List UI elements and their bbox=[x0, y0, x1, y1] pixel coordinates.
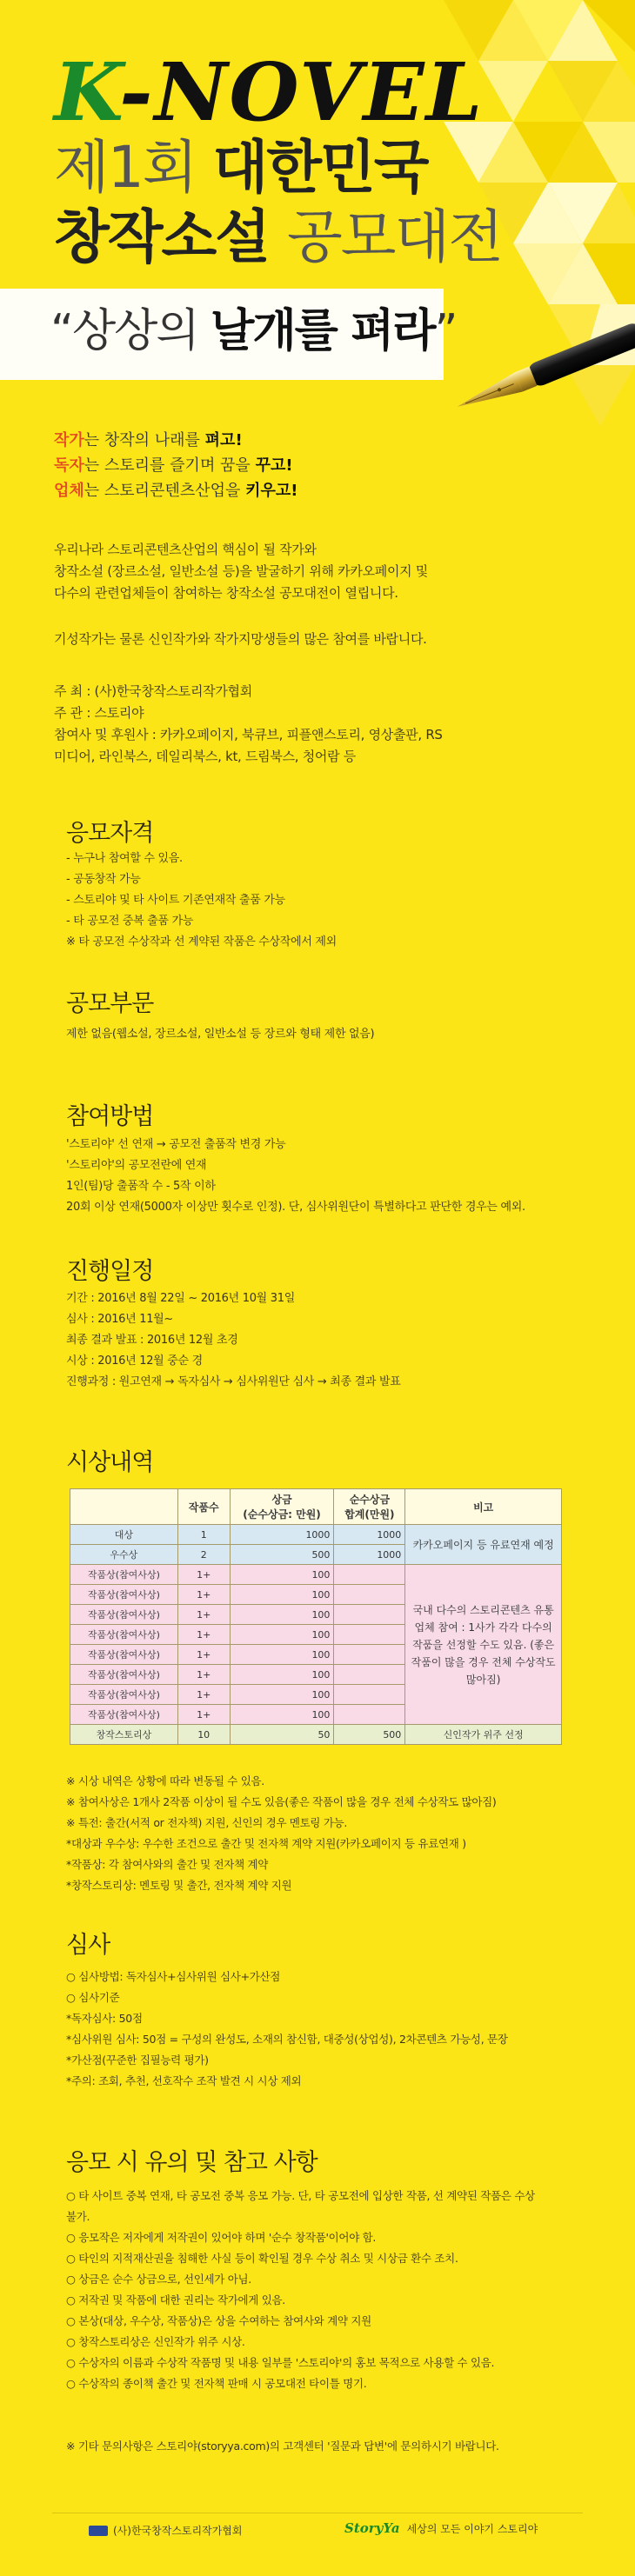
cell-prize: 100 bbox=[230, 1565, 334, 1585]
cell-name: 작품상(참여사상) bbox=[70, 1665, 178, 1685]
section-title-awards: 시상내역 bbox=[66, 1449, 154, 1476]
list-item: ○ 타 사이트 중복 연재, 타 공모전 중복 응모 가능. 단, 타 공모전에 입상한 작품, 선 계약된 작품은 수상 bbox=[66, 2189, 535, 2202]
cell-total bbox=[334, 1625, 405, 1645]
table-header: 상금 (순수상금: 만원) bbox=[230, 1489, 334, 1525]
cell-prize: 100 bbox=[230, 1645, 334, 1665]
cell-prize: 100 bbox=[230, 1585, 334, 1605]
cell-count: 1+ bbox=[177, 1565, 230, 1585]
cell-total: 1000 bbox=[334, 1525, 405, 1545]
list-item: - 스토리야 및 타 사이트 기존연재작 출품 가능 bbox=[66, 894, 285, 907]
organizer-line: 주 관 : 스토리야 bbox=[54, 705, 144, 721]
cell-name: 창작스토리상 bbox=[70, 1725, 178, 1745]
cell-prize: 100 bbox=[230, 1705, 334, 1725]
cell-name: 작품상(참여사상) bbox=[70, 1585, 178, 1605]
cell-total: 1000 bbox=[334, 1545, 405, 1565]
cell-total bbox=[334, 1705, 405, 1725]
page-title-line2: 창작소설 공모대전 bbox=[54, 203, 503, 270]
cell-name: 작품상(참여사상) bbox=[70, 1685, 178, 1705]
cell-count: 2 bbox=[177, 1545, 230, 1565]
slogan-text: “상상의 날개를 펴라” bbox=[50, 305, 457, 357]
judging-list bbox=[66, 1967, 508, 2092]
list-item: '스토리야'의 공모전란에 연재 bbox=[66, 1159, 207, 1172]
cell-note: 카카오페이지 등 유료연재 예정 bbox=[405, 1525, 562, 1565]
cell-count: 1+ bbox=[177, 1605, 230, 1625]
cell-prize: 50 bbox=[230, 1725, 334, 1745]
list-item: 심사 : 2016년 11월~ bbox=[66, 1313, 174, 1326]
cell-total bbox=[334, 1605, 405, 1625]
intro-line: 우리나라 스토리콘텐츠산업의 핵심이 될 작가와 bbox=[54, 542, 317, 557]
cell-prize: 500 bbox=[230, 1545, 334, 1565]
footnote: ※ 참여사상은 1개사 2작품 이상이 될 수도 있음(좋은 작품이 많을 경우 전체 수상작도 많아짐) bbox=[66, 1795, 497, 1808]
cell-total bbox=[334, 1645, 405, 1665]
list-item: ○ 본상(대상, 우수상, 작품상)은 상을 수여하는 참여사와 계약 지원 bbox=[66, 2314, 371, 2327]
list-item: - 타 공모전 중복 출품 가능 bbox=[66, 915, 194, 928]
footnote: ※ 시상 내역은 상황에 따라 변동될 수 있음. bbox=[66, 1774, 264, 1787]
category-text: 제한 없음(웹소설, 장르소설, 일반소설 등 장르와 형태 제한 없음) bbox=[66, 1028, 375, 1041]
list-item: - 누구나 참여할 수 있음. bbox=[66, 852, 183, 865]
awards-footnotes bbox=[66, 1771, 497, 1896]
sponsor-line: 참여사 및 후원사 : 카카오페이지, 북큐브, 피플앤스토리, 영상출판, RS bbox=[54, 727, 443, 742]
cell-name: 작품상(참여사상) bbox=[70, 1645, 178, 1665]
cell-count: 1+ bbox=[177, 1685, 230, 1705]
cell-count: 1+ bbox=[177, 1665, 230, 1685]
tagline bbox=[54, 428, 297, 503]
tagline-row: 작가는 창작의 나래를 펴고! bbox=[54, 431, 243, 449]
contact-note: ※ 기타 문의사항은 스토리야(storyya.com)의 고객센터 '질문과 답변'에 문의하시기 바랍니다. bbox=[66, 2440, 499, 2453]
cell-total bbox=[334, 1685, 405, 1705]
list-item: ○ 심사방법: 독자심사+심사위원 심사+가산점 bbox=[66, 1970, 281, 1983]
intro-line: 창작소설 (장르소설, 일반소설 등)을 발굴하기 위해 카카오페이지 및 bbox=[54, 563, 428, 579]
cell-count: 10 bbox=[177, 1725, 230, 1745]
cell-prize: 100 bbox=[230, 1605, 334, 1625]
list-item: 최종 결과 발표 : 2016년 12월 초경 bbox=[66, 1334, 238, 1347]
association-name: (사)한국창작스토리작가협회 bbox=[113, 2525, 243, 2537]
cell-name: 작품상(참여사상) bbox=[70, 1705, 178, 1725]
page-title-line1: 제1회 대한민국 bbox=[54, 134, 428, 201]
footer-left-logo bbox=[89, 2523, 242, 2538]
section-title-eligibility: 응모자격 bbox=[66, 820, 154, 847]
table-header: 순수상금 합계(만원) bbox=[334, 1489, 405, 1525]
list-item: ○ 창작스토리상은 신인작가 위주 시상. bbox=[66, 2335, 245, 2348]
cell-note: 국내 다수의 스토리콘텐츠 유통업체 참여 : 1사가 각각 다수의 작품을 선정할 수도 있음. (좋은 작품이 많을 경우 전체 수상작도 많아짐) bbox=[405, 1565, 562, 1725]
footnote: *창작스토리상: 멘토링 및 출간, 전자책 계약 지원 bbox=[66, 1879, 292, 1892]
fountain-pen-icon bbox=[435, 313, 635, 443]
association-logo-icon bbox=[89, 2526, 108, 2536]
section-title-schedule: 진행일정 bbox=[66, 1258, 154, 1285]
section-title-category: 공모부문 bbox=[66, 990, 154, 1017]
list-item: 기간 : 2016년 8월 22일 ~ 2016년 10월 31일 bbox=[66, 1292, 295, 1305]
list-item: 시상 : 2016년 12월 중순 경 bbox=[66, 1355, 203, 1368]
footnote: *대상과 우수상: 우수한 조건으로 출간 및 전자책 계약 지원(카카오페이지 등 유료연재 ) bbox=[66, 1837, 466, 1850]
cell-count: 1+ bbox=[177, 1625, 230, 1645]
cell-name: 작품상(참여사상) bbox=[70, 1565, 178, 1585]
organizer-info bbox=[54, 681, 443, 768]
intro-paragraph bbox=[54, 539, 428, 604]
cell-prize: 100 bbox=[230, 1625, 334, 1645]
list-item: ○ 타인의 지적재산권을 침해한 사실 등이 확인될 경우 수상 취소 및 시상금 환수 조치. bbox=[66, 2252, 458, 2265]
cell-name: 작품상(참여사상) bbox=[70, 1625, 178, 1645]
cell-count: 1+ bbox=[177, 1705, 230, 1725]
list-item: *가산점(꾸준한 집필능력 평가) bbox=[66, 2053, 209, 2067]
cell-prize: 1000 bbox=[230, 1525, 334, 1545]
cell-total bbox=[334, 1665, 405, 1685]
cell-count: 1 bbox=[177, 1525, 230, 1545]
list-item: 1인(팀)당 출품작 수 - 5작 이하 bbox=[66, 1180, 216, 1193]
table-header bbox=[70, 1489, 178, 1525]
list-item: ○ 심사기준 bbox=[66, 1991, 120, 2004]
cell-name: 우수상 bbox=[70, 1545, 178, 1565]
section-title-judging: 심사 bbox=[66, 1932, 110, 1959]
cell-total bbox=[334, 1585, 405, 1605]
cell-prize: 100 bbox=[230, 1665, 334, 1685]
list-item: ○ 응모작은 저자에게 저작권이 있어야 하며 '순수 창작품'이어야 함. bbox=[66, 2231, 377, 2244]
cell-prize: 100 bbox=[230, 1685, 334, 1705]
cell-name: 대상 bbox=[70, 1525, 178, 1545]
section-title-method: 참여방법 bbox=[66, 1103, 154, 1130]
awards-table bbox=[70, 1488, 562, 1745]
list-item: '스토리야' 선 연재 → 공모전 출품작 변경 가능 bbox=[66, 1138, 286, 1151]
list-item: 20회 이상 연재(5000자 이상만 횟수로 인정). 단, 심사위원단이 특별하다고 판단한 경우는 예외. bbox=[66, 1201, 525, 1214]
tagline-row: 독자는 스토리를 즐기며 꿈을 꾸고! bbox=[54, 456, 293, 475]
list-item: - 공동창작 가능 bbox=[66, 873, 141, 886]
intro-invitation: 기성작가는 물론 신인작가와 작가지망생들의 많은 참여를 바랍니다. bbox=[54, 631, 427, 647]
brand-logo: K-NOVEL bbox=[54, 45, 485, 139]
list-item: ○ 저작권 및 작품에 대한 권리는 작가에게 있음. bbox=[66, 2293, 285, 2306]
storyya-logo: StoryYa bbox=[344, 2520, 400, 2536]
table-header: 비고 bbox=[405, 1489, 562, 1525]
footnote: *작품상: 각 참여사와의 출간 및 전자책 계약 bbox=[66, 1858, 269, 1871]
storyya-tagline: 세상의 모든 이야기 스토리야 bbox=[406, 2522, 538, 2535]
list-item: ○ 수상자의 이름과 수상작 작품명 및 내용 일부를 '스토리야'의 홍보 목적으로 사용할 수 있음. bbox=[66, 2356, 495, 2369]
intro-line: 다수의 관련업체들이 참여하는 창작소설 공모대전이 열립니다. bbox=[54, 585, 398, 601]
cell-count: 1+ bbox=[177, 1585, 230, 1605]
eligibility-list bbox=[66, 849, 337, 953]
sponsor-line: 미디어, 라인북스, 데일리북스, kt, 드림북스, 청어람 등 bbox=[54, 749, 356, 764]
list-item: *심사위원 심사: 50점 = 구성의 완성도, 소재의 참신함, 대중성(상업성), 2차콘텐츠 가능성, 문장 bbox=[66, 2033, 508, 2046]
list-item: 불가. bbox=[66, 2210, 90, 2223]
table-row bbox=[70, 1565, 562, 1585]
table-row bbox=[70, 1525, 562, 1545]
method-list bbox=[66, 1135, 525, 1218]
list-item: ※ 타 공모전 수상작과 선 계약된 작품은 수상작에서 제외 bbox=[66, 935, 337, 949]
cell-count: 1+ bbox=[177, 1645, 230, 1665]
list-item: *주의: 조회, 추천, 선호작수 조작 발견 시 시상 제외 bbox=[66, 2074, 302, 2087]
cell-total: 500 bbox=[334, 1725, 405, 1745]
list-item: ○ 상금은 순수 상금으로, 선인세가 아님. bbox=[66, 2273, 251, 2286]
table-row bbox=[70, 1725, 562, 1745]
footer-right-logo bbox=[344, 2520, 538, 2536]
list-item: *독자심사: 50점 bbox=[66, 2012, 143, 2025]
schedule-list bbox=[66, 1288, 400, 1393]
list-item: 진행과정 : 원고연재 → 독자심사 → 심사위원단 심사 → 최종 결과 발표 bbox=[66, 1375, 401, 1388]
section-title-notice: 응모 시 유의 및 참고 사항 bbox=[66, 2149, 318, 2176]
notice-list bbox=[66, 2186, 588, 2394]
cell-name: 작품상(참여사상) bbox=[70, 1605, 178, 1625]
cell-note: 신인작가 위주 선정 bbox=[405, 1725, 562, 1745]
footnote: ※ 특전: 출간(서적 or 전자책) 지원, 신인의 경우 멘토링 가능. bbox=[66, 1816, 348, 1829]
table-header: 작품수 bbox=[177, 1489, 230, 1525]
cell-total bbox=[334, 1565, 405, 1585]
host-line: 주 최 : (사)한국창작스토리작가협회 bbox=[54, 683, 252, 699]
tagline-row: 업체는 스토리콘텐츠산업을 키우고! bbox=[54, 482, 298, 500]
list-item: ○ 수상작의 종이책 출간 및 전자책 판매 시 공모대전 타이틀 명기. bbox=[66, 2377, 367, 2390]
